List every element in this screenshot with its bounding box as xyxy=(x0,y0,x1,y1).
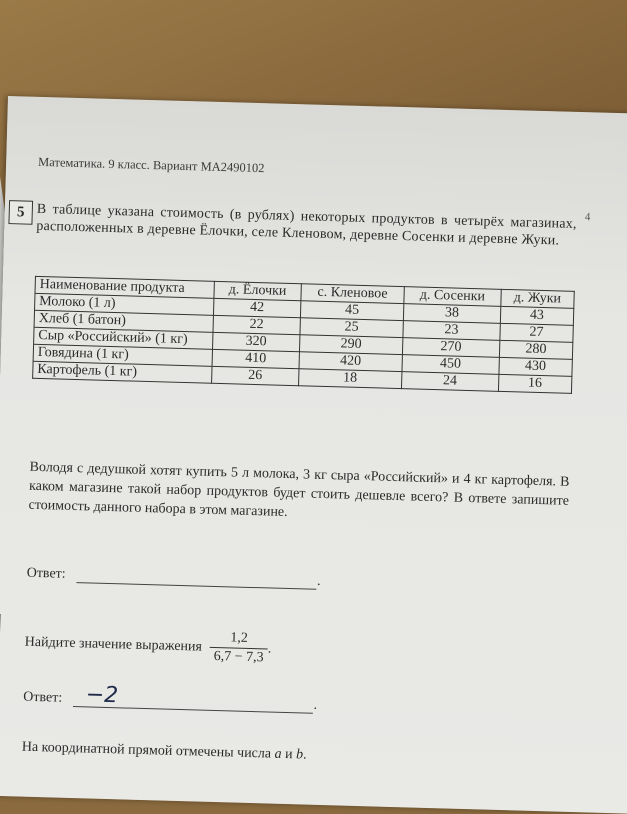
task-7-conj: и xyxy=(284,746,293,763)
fraction-numerator: 1,2 xyxy=(230,630,249,646)
col-header-klenovoe: с. Кленовое xyxy=(301,284,405,304)
cell-price: 27 xyxy=(500,323,574,342)
cell-price: 450 xyxy=(402,355,499,375)
cell-product: Картофель (1 кг) xyxy=(33,361,212,383)
cell-price: 45 xyxy=(300,301,404,321)
cell-price: 420 xyxy=(299,352,403,372)
cell-price: 26 xyxy=(212,366,299,385)
task-6-dot: . xyxy=(267,640,272,657)
task-6-answer xyxy=(23,682,318,714)
task-5-text: В таблице указана стоимость (в рублях) некоторых продуктов в четырёх магазинах, расположенных в деревне Ёлочки, селе Кленовом, деревне Сосенки и деревне Жуки. xyxy=(36,201,577,249)
task-5-question: Володя с дедушкой хотят купить 5 л молока, 3 кг сыра «Российский» и 4 кг картофеля. В каком магазине такой набор продуктов будет стоить дешевле всего? В ответе запишите стоимость данного набора в этом магазине. xyxy=(28,459,570,520)
cell-price: 18 xyxy=(298,369,402,389)
task-number-5: 5 xyxy=(8,200,33,225)
answer-field[interactable] xyxy=(73,682,313,714)
var-b: b xyxy=(295,747,304,763)
var-a: a xyxy=(274,746,282,762)
price-table xyxy=(32,276,575,394)
task-7-text: На координатной прямой отмечены числа xyxy=(21,739,272,762)
task-number-6-box xyxy=(0,614,1,644)
cell-price: 38 xyxy=(403,304,500,324)
task-5-answer xyxy=(26,565,320,590)
cell-price: 25 xyxy=(300,318,404,338)
cell-product: Говядина (1 кг) xyxy=(33,344,212,366)
fraction-denominator: 6,7 − 7,3 xyxy=(209,647,267,667)
cell-price: 410 xyxy=(212,349,299,368)
task-6 xyxy=(24,625,272,667)
cell-price: 22 xyxy=(213,315,300,334)
cell-product: Хлеб (1 батон) xyxy=(34,310,213,332)
col-header-zhuki: д. Жуки xyxy=(500,289,574,308)
answer-label: Ответ: xyxy=(23,689,63,706)
answer-dot: . xyxy=(316,573,321,589)
page-header: Математика. 9 класс. Вариант МА2490102 xyxy=(37,154,265,176)
cell-product: Сыр «Российский» (1 кг) xyxy=(34,327,213,349)
task-7-end: . xyxy=(302,747,307,763)
cell-price: 42 xyxy=(213,298,300,317)
answer-field[interactable] xyxy=(77,566,317,590)
col-header-product: Наименование продукта xyxy=(35,276,214,298)
cell-price: 320 xyxy=(213,332,300,351)
col-header-yolochki: д. Ёлочки xyxy=(214,281,301,300)
col-header-sosenki: д. Сосенки xyxy=(404,287,501,307)
cell-price: 23 xyxy=(403,321,500,341)
handwritten-answer: −2 xyxy=(85,682,119,709)
cell-price: 270 xyxy=(402,338,499,358)
fraction xyxy=(209,630,268,667)
page-number: 4 xyxy=(584,211,591,224)
cell-price: 43 xyxy=(500,306,574,325)
cell-price: 430 xyxy=(499,357,573,376)
answer-label: Ответ: xyxy=(26,565,66,582)
cell-product: Молоко (1 л) xyxy=(35,293,214,315)
cell-price: 290 xyxy=(299,335,403,355)
cell-price: 24 xyxy=(401,372,498,392)
exam-sheet xyxy=(0,96,627,814)
answer-dot: . xyxy=(313,697,318,713)
task-6-text: Найдите значение выражения xyxy=(24,634,203,655)
cell-price: 16 xyxy=(498,374,572,393)
cell-price: 280 xyxy=(499,340,573,359)
task-7 xyxy=(22,740,307,764)
